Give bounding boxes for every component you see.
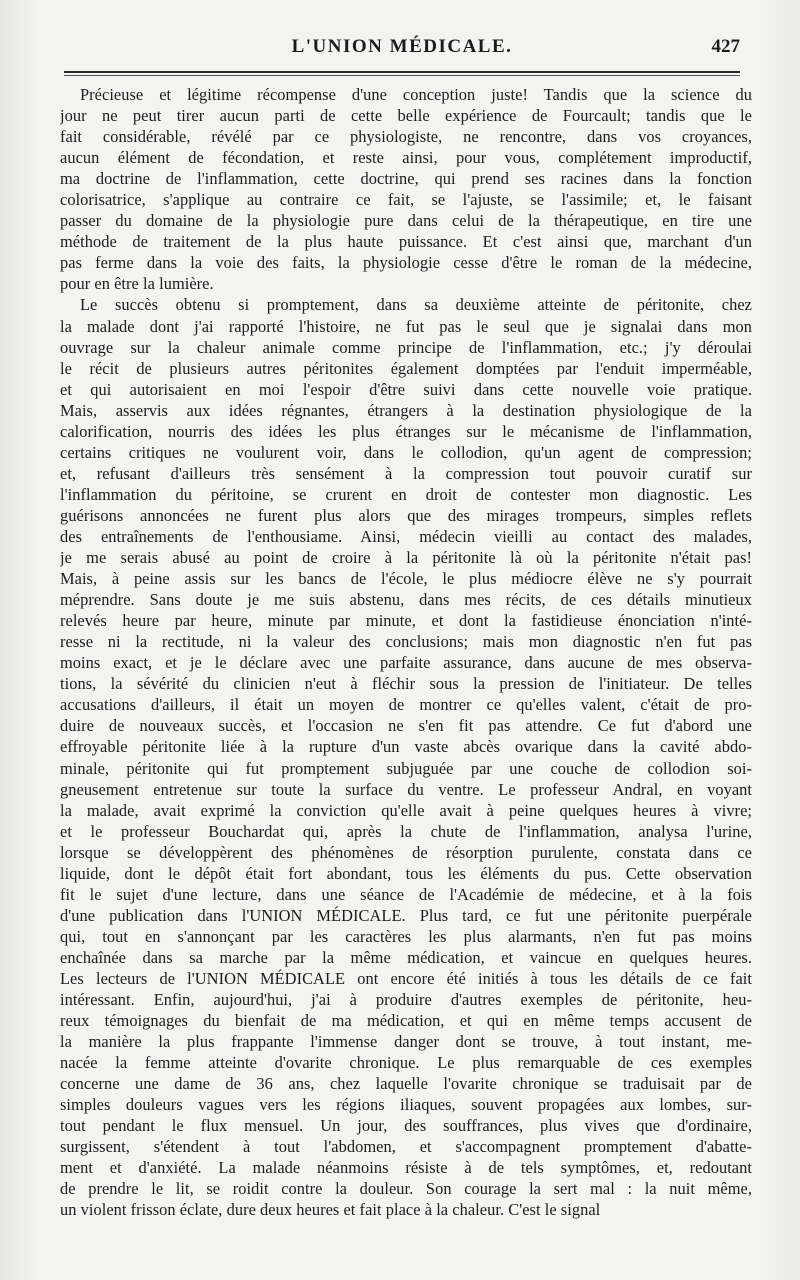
text-line: intéressant. Enfin, aujourd'hui, j'ai à produire d'autres exemples de péritonite, heu- <box>60 990 752 1010</box>
text-line: simples douleurs vagues vers les régions iliaques, souvent propagées aux lombes, sur- <box>60 1095 752 1115</box>
text-line: lorsque se développèrent des phénomènes de résorption purulente, constata dans ce <box>60 842 752 862</box>
text-line: le récit de plusieurs autres péritonites également domptées par l'enduit imperméable, <box>60 358 752 378</box>
text-line: pour en être la lumière. <box>60 274 214 294</box>
text-line: jour ne peut tirer aucun parti de cette belle expérience de Fourcault; tandis que le <box>60 106 752 126</box>
header-rule <box>64 71 740 73</box>
text-line: méprendre. Sans doute je me suis abstenu, dans mes récits, de ces détails minutieux <box>60 590 752 610</box>
text-line: Mais, asservis aux idées régnantes, étrangers à la destination physiologique de la <box>60 400 752 420</box>
text-line: passer du domaine de la physiologie pure dans celui de la thérapeutique, en tire une <box>60 211 752 231</box>
text-line: fit le sujet d'une lecture, dans une séance de l'Académie de médecine, et à la fois <box>60 884 752 904</box>
text-line: enchaînée dans sa marche par la même médication, et vaincue en quelques heures. <box>60 947 752 967</box>
text-line: pas ferme dans la voie des faits, la physiologie cesse d'être le roman de la médecine, <box>60 253 752 273</box>
text-line: des entraînements de l'enthousiame. Ainsi, médecin vieilli au contact des malades, <box>60 526 752 546</box>
text-line: guérisons annoncées ne furent plus alors que des mirages trompeurs, simples reflets <box>60 505 752 525</box>
text-line: un violent frisson éclate, dure deux heures et fait place à la chaleur. C'est le signal <box>60 1200 601 1220</box>
text-line: minale, péritonite qui fut promptement subjuguée par une couche de collodion soi- <box>60 758 752 778</box>
text-line: tions, la sévérité du clinicien n'eut à fléchir sous la pression de l'initiateur. De telles <box>60 674 752 694</box>
page-number: 427 <box>711 36 740 57</box>
text-line: d'une publication dans l'UNION MÉDICALE. Plus tard, ce fut une péritonite puerpérale <box>60 905 752 925</box>
text-line: ouvrage sur la chaleur animale comme principe de l'inflammation, etc.; j'y déroulai <box>60 337 752 357</box>
text-line: colorisatrice, s'applique au contraire ce fait, se l'ajuste, se l'assimile; et, le faisant <box>60 190 752 210</box>
text-line: effroyable péritonite liée à la rupture d'un vaste abcès ovarique dans la cavité abdo- <box>60 737 752 757</box>
text-line: duire de nouveaux succès, et l'occasion ne s'en fit pas attendre. Ce fut d'abord une <box>60 716 752 736</box>
text-line: je me serais abusé au point de croire à la péritonite là où la péritonite n'était pas! <box>60 548 752 568</box>
text-line: Les lecteurs de l'UNION MÉDICALE ont encore été initiés à tous les détails de ce fait <box>60 968 752 988</box>
text-line: l'inflammation du péritoine, se crurent en droit de contester mon diagnostic. Les <box>60 484 752 504</box>
text-line: nacée la femme atteinte d'ovarite chronique. Le plus remarquable de ces exemples <box>60 1053 752 1073</box>
text-line: et, refusant d'ailleurs très sensément à la compression tout pouvoir curatif sur <box>60 463 752 483</box>
text-line: accusations d'ailleurs, il était un moyen de montrer ce qu'elles valent, c'était de pro- <box>60 695 752 715</box>
text-line: calorification, nourris des idées les plus étranges sur le mécanisme de l'inflammation, <box>60 421 752 441</box>
text-line: la malade, avait exprimé la conviction qu'elle avait à peine quelques heures à vivre; <box>60 800 752 820</box>
text-line: resse ni la rectitude, ni la valeur des conclusions; mais mon diagnostic n'en fut pas <box>60 632 752 652</box>
text-line: gneusement entretenue sur toute la surface du ventre. Le professeur Andral, en voyant <box>60 779 752 799</box>
paragraph <box>60 294 752 1220</box>
text-line: et le professeur Bouchardat qui, après la chute de l'inflammation, analysa l'urine, <box>60 821 752 841</box>
text-line: moins exact, et je le déclare avec une parfaite assurance, dans aucune de mes observa- <box>60 653 752 673</box>
text-line: et qui autorisaient en moi l'espoir d'être suivi dans cette nouvelle voie pratique. <box>60 379 752 399</box>
text-line: relevés heure par heure, minute par minute, et dont la fastidieuse énonciation n'inté- <box>60 611 752 631</box>
header-rule-thin <box>64 75 740 76</box>
text-line: certains critiques ne voulurent voir, dans le collodion, qu'un agent de compression; <box>60 442 752 462</box>
text-line: aucun élément de fécondation, et reste ainsi, pour vous, complétement improductif, <box>60 148 752 168</box>
page-header <box>64 36 740 68</box>
text-line: Précieuse et légitime récompense d'une conception juste! Tandis que la science du <box>80 85 752 104</box>
text-line: ment et d'anxiété. La malade néanmoins résiste à de tels symptômes, et, redoutant <box>60 1158 752 1178</box>
text-line: surgissent, s'étendent à tout l'abdomen, et s'accompagnent promptement d'abatte- <box>60 1137 752 1157</box>
text-line: la manière la plus frappante l'immense danger dont se trouve, à tout instant, me- <box>60 1032 752 1052</box>
text-line: la malade dont j'ai rapporté l'histoire, ne fut pas le seul que je signalai dans mon <box>60 316 752 336</box>
running-title: L'UNION MÉDICALE. <box>291 36 513 57</box>
text-line: reux témoignages du bienfait de ma médication, et qui en même temps accusent de <box>60 1011 752 1031</box>
text-line: ma doctrine de l'inflammation, cette doctrine, qui prend ses racines dans la fonction <box>60 169 752 189</box>
text-line: méthode de traitement de la plus haute puissance. Et c'est ainsi que, marchant d'un <box>60 232 752 252</box>
body-text <box>60 84 752 1221</box>
text-line: concerne une dame de 36 ans, chez laquelle l'ovarite chronique se traduisait par de <box>60 1074 752 1094</box>
paragraph <box>60 84 752 294</box>
text-line: fait considérable, révélé par ce physiologiste, ne rencontre, dans vos croyances, <box>60 127 752 147</box>
text-line: liquide, dont le dépôt était fort abondant, tous les éléments du pus. Cette observation <box>60 863 752 883</box>
text-line: Le succès obtenu si promptement, dans sa deuxième atteinte de péritonite, chez <box>80 295 752 315</box>
text-line: Mais, à peine assis sur les bancs de l'école, le plus médiocre élève ne s'y pourrait <box>60 569 752 589</box>
text-line: tout pendant le flux mensuel. Un jour, des souffrances, plus vives que d'ordinaire, <box>60 1116 752 1136</box>
text-line: qui, tout en s'annonçant par les caractères les plus alarmants, n'en fut pas moins <box>60 926 752 946</box>
text-line: de prendre le lit, se roidit contre la douleur. Son courage la sert mal : la nuit même, <box>60 1179 752 1199</box>
